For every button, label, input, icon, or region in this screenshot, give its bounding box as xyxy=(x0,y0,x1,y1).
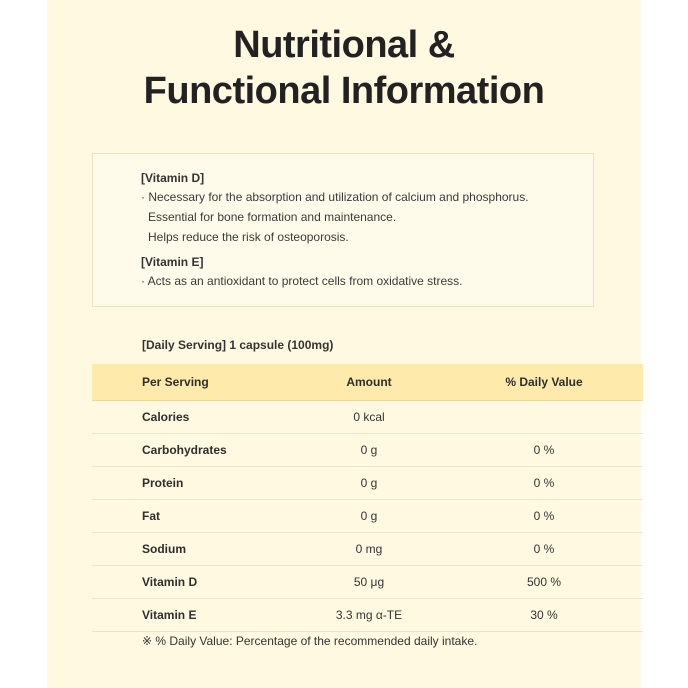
vitamin-e-heading: [Vitamin E] xyxy=(141,255,204,269)
nutrition-table xyxy=(92,364,643,632)
nutrient-daily-value: 0 % xyxy=(445,434,643,467)
nutrient-name: Protein xyxy=(92,467,293,500)
daily-value-footnote: ※ % Daily Value: Percentage of the recommended daily intake. xyxy=(142,634,478,648)
daily-serving-label: [Daily Serving] 1 capsule (100mg) xyxy=(142,338,334,352)
table-row xyxy=(92,599,643,632)
table-row xyxy=(92,401,643,434)
nutrient-name: Fat xyxy=(92,500,293,533)
nutrient-daily-value: 0 % xyxy=(445,467,643,500)
table-row xyxy=(92,500,643,533)
vitamin-d-line: Helps reduce the risk of osteoporosis. xyxy=(148,230,349,244)
column-header-amount: Amount xyxy=(293,364,445,401)
title-line-2: Functional Information xyxy=(143,70,545,112)
nutrient-amount: 0 g xyxy=(293,434,445,467)
vitamin-d-line: · Necessary for the absorption and utilization of calcium and phosphorus. xyxy=(141,190,529,204)
nutrient-name: Sodium xyxy=(92,533,293,566)
nutrient-amount: 0 g xyxy=(293,500,445,533)
nutrient-amount: 0 g xyxy=(293,467,445,500)
nutrient-daily-value: 0 % xyxy=(445,500,643,533)
table-row xyxy=(92,467,643,500)
nutrient-name: Calories xyxy=(92,401,293,434)
nutrient-name: Vitamin E xyxy=(92,599,293,632)
content-panel xyxy=(47,0,641,688)
nutrient-name: Vitamin D xyxy=(92,566,293,599)
table-header-row xyxy=(92,364,643,401)
nutrient-amount: 3.3 mg α-TE xyxy=(293,599,445,632)
vitamin-d-heading: [Vitamin D] xyxy=(141,171,205,185)
nutrient-daily-value: 0 % xyxy=(445,533,643,566)
nutrient-daily-value: 30 % xyxy=(445,599,643,632)
table-row xyxy=(92,566,643,599)
vitamin-d-line: Essential for bone formation and maintenance. xyxy=(148,210,397,224)
nutrient-daily-value: 500 % xyxy=(445,566,643,599)
title-line-1: Nutritional & xyxy=(233,24,455,66)
nutrient-daily-value xyxy=(445,401,643,434)
column-header-per-serving: Per Serving xyxy=(92,364,293,401)
nutrient-amount: 0 kcal xyxy=(293,401,445,434)
nutrient-amount: 0 mg xyxy=(293,533,445,566)
column-header-daily-value: % Daily Value xyxy=(445,364,643,401)
nutrient-name: Carbohydrates xyxy=(92,434,293,467)
table-row xyxy=(92,533,643,566)
functional-info-box xyxy=(92,153,594,307)
vitamin-e-line: · Acts as an antioxidant to protect cells from oxidative stress. xyxy=(141,274,463,288)
nutrient-amount: 50 μg xyxy=(293,566,445,599)
page-title xyxy=(47,22,641,114)
table-row xyxy=(92,434,643,467)
